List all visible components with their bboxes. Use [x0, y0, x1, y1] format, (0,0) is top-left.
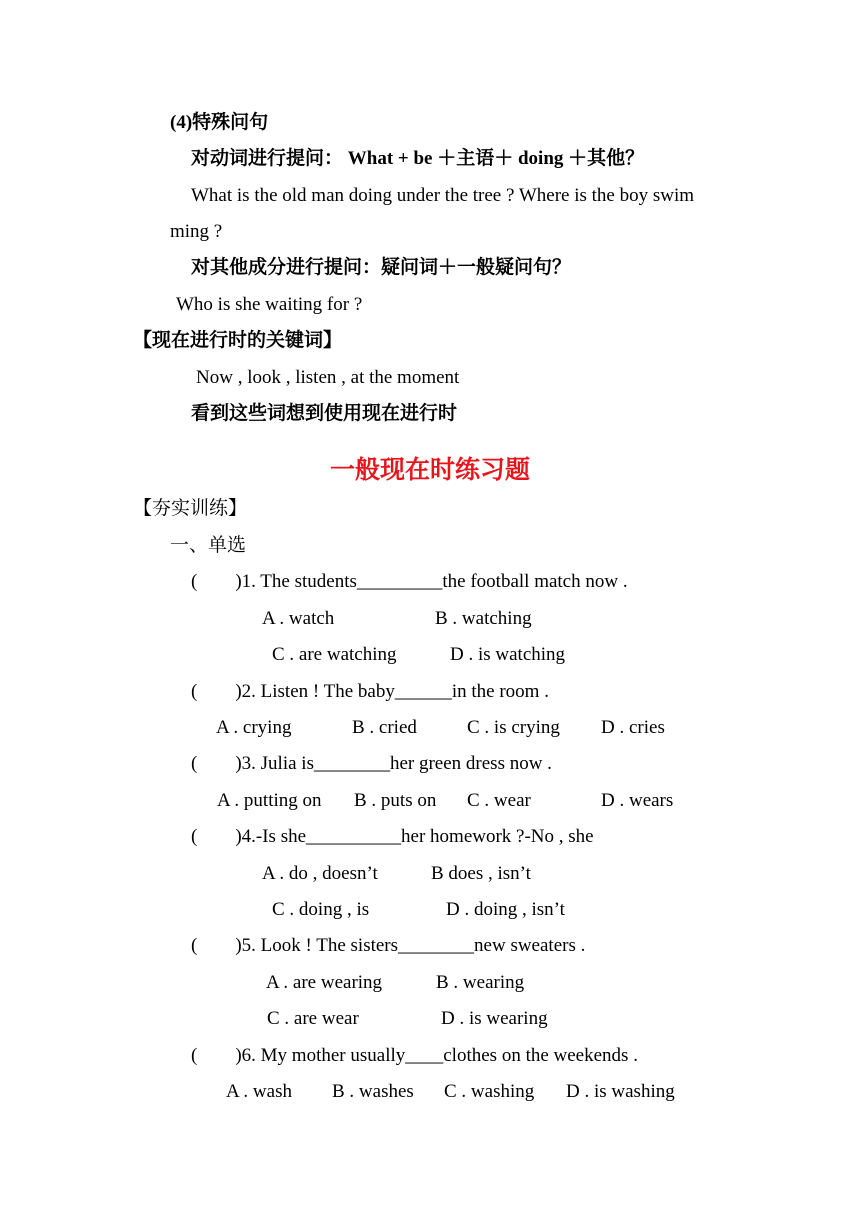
keywords-list: Now , look , listen , at the moment	[196, 367, 460, 388]
verb-question-rule: 对动词进行提问： What + be ＋主语＋ doing ＋其他？	[191, 148, 645, 169]
option-d: D . is watching	[450, 644, 566, 665]
exercise-title: 一般现在时练习题	[330, 457, 531, 484]
option-a: A . putting on	[217, 790, 322, 811]
question-stem: ( )1. The students_________the football match now .	[191, 571, 628, 592]
question-stem: ( )6. My mother usually____clothes on the weekends .	[191, 1045, 638, 1066]
option-d: D . cries	[601, 717, 665, 738]
option-c: C . are wear	[267, 1008, 359, 1029]
question-stem: ( )3. Julia is________her green dress now .	[191, 753, 552, 774]
option-a: A . are wearing	[266, 972, 383, 993]
option-b: B . wearing	[436, 972, 525, 993]
option-a: A . watch	[262, 608, 335, 629]
option-b: B . puts on	[354, 790, 437, 811]
option-d: D . is washing	[566, 1081, 675, 1102]
option-d: D . is wearing	[441, 1008, 548, 1029]
special-question-heading: (4)特殊问句	[170, 112, 269, 133]
other-question-rule: 对其他成分进行提问：疑问词＋一般疑问句？	[191, 257, 572, 278]
question-stem: ( )4.-Is she__________her homework ?-No , she	[191, 826, 594, 847]
option-a: A . crying	[216, 717, 292, 738]
option-b: B does , isn’t	[431, 863, 531, 884]
option-d: D . wears	[601, 790, 674, 811]
option-c: C . wear	[467, 790, 531, 811]
question-stem: ( )5. Look ! The sisters________new sweaters .	[191, 935, 586, 956]
example-3: Who is she waiting for ?	[176, 294, 363, 315]
option-b: B . cried	[352, 717, 417, 738]
question-stem: ( )2. Listen ! The baby______in the room .	[191, 681, 549, 702]
option-b: B . watching	[435, 608, 532, 629]
keywords-heading: 【现在进行时的关键词】	[133, 330, 343, 351]
option-c: C . doing , is	[272, 899, 370, 920]
keywords-note: 看到这些词想到使用现在进行时	[191, 403, 458, 424]
example-line-1: What is the old man doing under the tree ? Where is the boy swim	[191, 185, 695, 206]
option-b: B . washes	[332, 1081, 414, 1102]
section-heading: 【夯实训练】	[133, 498, 248, 519]
option-a: A . wash	[226, 1081, 292, 1102]
option-c: C . are watching	[272, 644, 397, 665]
option-c: C . is crying	[467, 717, 560, 738]
example-line-2: ming ?	[170, 221, 223, 242]
option-a: A . do , doesn’t	[262, 863, 378, 884]
option-d: D . doing , isn’t	[446, 899, 565, 920]
option-c: C . washing	[444, 1081, 535, 1102]
part-heading: 一、单选	[170, 535, 247, 556]
